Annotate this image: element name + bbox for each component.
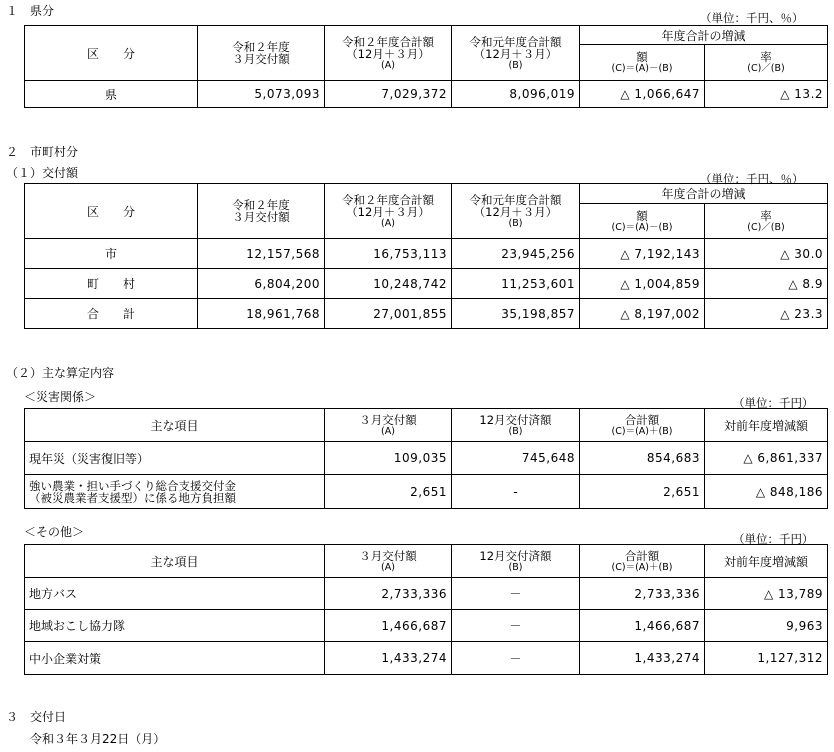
table-row: 町 村 6,804,200 10,248,742 11,253,601 △ 1,004,859 △ 8.9 [25,269,828,299]
table-row: 合 計 18,961,768 27,001,855 35,198,857 △ 8,197,002 △ 23.3 [25,299,828,329]
table-row: 強い農業・担い手づくり総合支援交付金 （被災農業者支援型）に係る地方負担額 2,651 - 2,651 △ 848,186 [25,475,828,509]
header-group: 年度合計の増減 [580,26,828,45]
header-rate: 率 (C)／(B) [705,45,828,81]
header-total: 合計額 (C)＝(A)＋(B) [580,545,705,578]
section1-unit: （単位：千円、％） [700,11,804,25]
other-label: ＜その他＞ [24,525,85,539]
section3-heading: ３ 交付日 [6,710,67,724]
disaster-label: ＜災害関係＞ [24,390,97,404]
header-march: 令和２年度 ３月交付額 [198,184,325,239]
header-total-a: 令和２年度合計額 （12月＋３月） (A) [325,184,452,239]
header-category: 区 分 [25,184,198,239]
header-yoy: 対前年度増減額 [705,409,828,442]
header-diff: 額 (C)＝(A)－(B) [580,204,705,239]
other-table [24,544,828,675]
header-march: 令和２年度 ３月交付額 [198,26,325,81]
header-march: ３月交付額 (A) [325,409,452,442]
header-group: 年度合計の増減 [580,184,828,204]
disaster-table [24,408,828,509]
header-total: 合計額 (C)＝(A)＋(B) [580,409,705,442]
section2-sub1-heading: （１）交付額 [6,166,79,180]
other-unit: （単位：千円） [733,532,814,546]
table-row: 中小企業対策 1,433,274 － 1,433,274 1,127,312 [25,642,828,675]
header-march: ３月交付額 (A) [325,545,452,578]
section2-sub2-heading: （２）主な算定内容 [6,366,115,380]
section2-allocation-table [24,183,828,329]
header-december: 12月交付済額 (B) [452,545,580,578]
header-rate: 率 (C)／(B) [705,204,828,239]
header-item: 主な項目 [25,545,325,578]
table-row: 市 12,157,568 16,753,113 23,945,256 △ 7,192,143 △ 30.0 [25,239,828,269]
header-total-b: 令和元年度合計額 （12月＋３月） (B) [452,184,580,239]
header-diff: 額 (C)＝(A)－(B) [580,45,705,81]
header-item: 主な項目 [25,409,325,442]
header-category: 区 分 [25,26,198,81]
disaster-unit: （単位：千円） [733,396,814,410]
section1-table [24,25,828,108]
section2-heading: ２ 市町村分 [6,145,79,159]
header-total-b: 令和元年度合計額 （12月＋３月） (B) [452,26,580,81]
table-row: 県 5,073,093 7,029,372 8,096,019 △ 1,066,647 △ 13.2 [25,81,828,108]
table-row: 地域おこし協力隊 1,466,687 － 1,466,687 9,963 [25,610,828,642]
table-row: 現年災（災害復旧等） 109,035 745,648 854,683 △ 6,861,337 [25,442,828,475]
header-december: 12月交付済額 (B) [452,409,580,442]
table-row: 地方バス 2,733,336 － 2,733,336 △ 13,789 [25,578,828,610]
header-yoy: 対前年度増減額 [705,545,828,578]
section2-sub1-unit: （単位：千円、％） [700,172,804,186]
issue-date: 令和３年３月22日（月） [30,732,166,746]
header-total-a: 令和２年度合計額 （12月＋３月） (A) [325,26,452,81]
section1-heading: １ 県分 [6,4,55,18]
